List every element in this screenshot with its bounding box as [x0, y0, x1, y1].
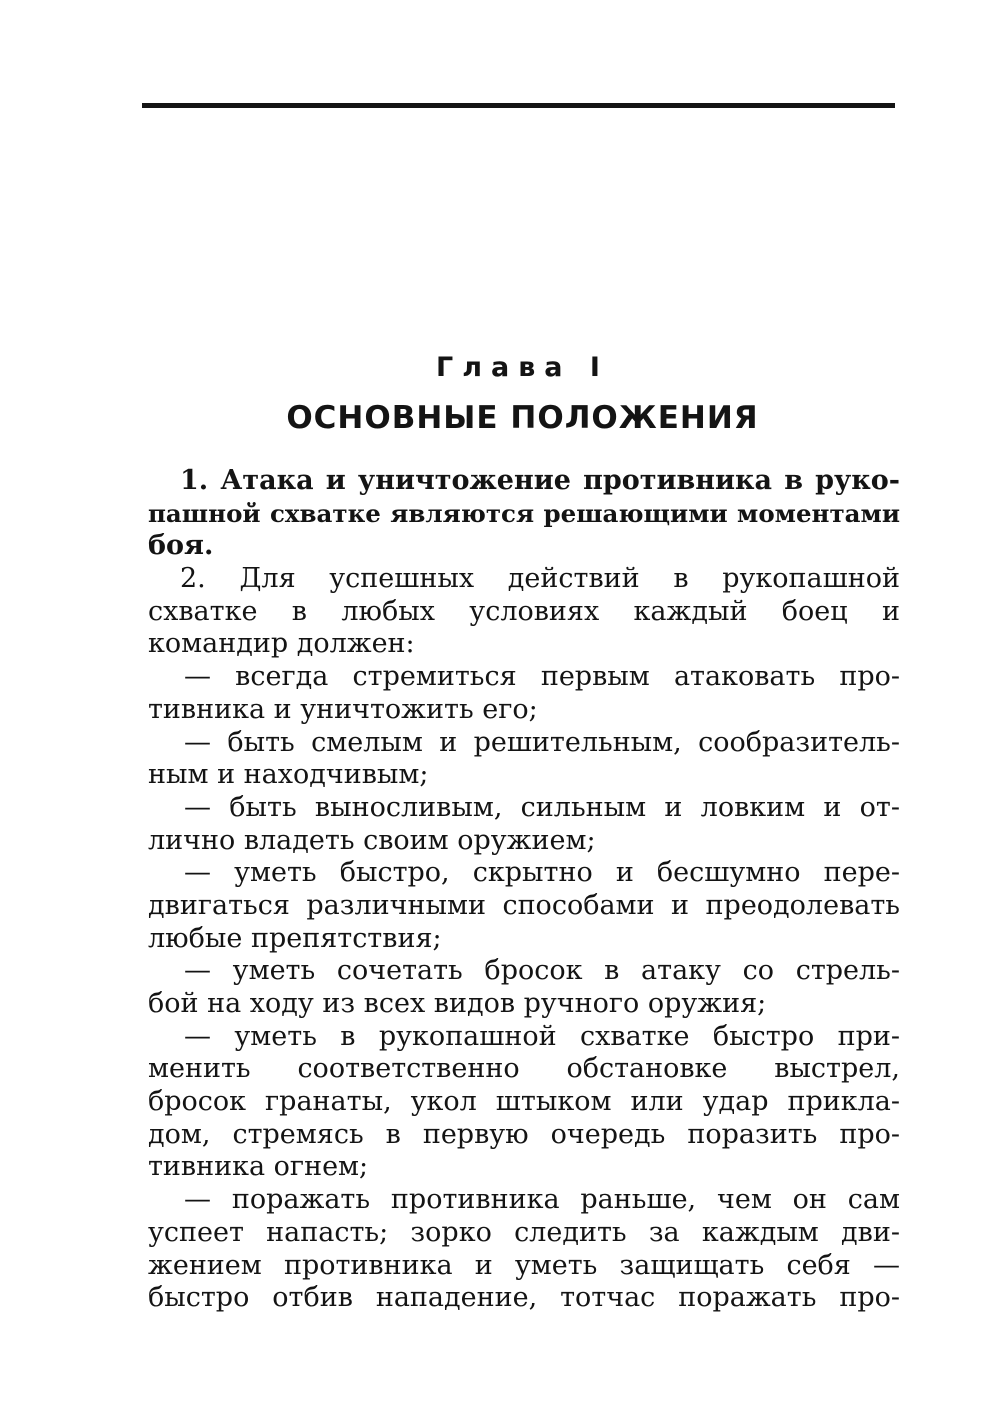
text-line: менить соответственно обстановке выстрел, — [148, 1053, 900, 1085]
text-line: схватке в любых условиях каждый боец и — [148, 595, 900, 627]
text-line: боя. — [148, 530, 214, 562]
text-line: двигаться различными способами и преодолевать — [148, 889, 900, 921]
text-line: 1. Атака и уничтожение противника в руко- — [180, 465, 900, 496]
text-line: — уметь сочетать бросок в атаку со стрель- — [184, 955, 900, 987]
text-line: лично владеть своим оружием; — [148, 824, 596, 856]
text-line: 2. Для успешных действий в рукопашной — [180, 563, 900, 595]
text-line: — быть выносливым, сильным и ловким и от- — [184, 791, 900, 823]
text-line: быстро отбив нападение, тотчас поражать про- — [148, 1282, 900, 1314]
text-line: тивника огнем; — [148, 1151, 369, 1183]
text-line: любые препятствия; — [148, 922, 442, 954]
top-rule — [142, 103, 895, 108]
text-line: — уметь в рукопашной схватке быстро при- — [184, 1020, 900, 1052]
text-line: ным и находчивым; — [148, 759, 429, 791]
text-line: — поражать противника раньше, чем он сам — [184, 1184, 900, 1216]
body-text — [148, 465, 900, 1315]
text-line: тивника и уничтожить его; — [148, 693, 538, 725]
text-line: жением противника и уметь защищать себя — — [148, 1249, 900, 1281]
text-line: дом, стремясь в первую очередь поразить про- — [148, 1118, 900, 1150]
text-line: успеет напасть; зорко следить за каждым дви- — [148, 1216, 900, 1248]
text-line: бой на ходу из всех видов ручного оружия; — [148, 988, 767, 1019]
text-line: — уметь быстро, скрытно и бесшумно пере- — [184, 857, 900, 889]
chapter-label: Глава I — [436, 352, 609, 383]
text-line: пашной схватке являются решающими моментами — [148, 498, 900, 528]
text-line: — всегда стремиться первым атаковать про- — [184, 661, 900, 693]
chapter-title: ОСНОВНЫЕ ПОЛОЖЕНИЯ — [286, 400, 759, 436]
text-line: — быть смелым и решительным, сообразитель- — [184, 726, 900, 758]
text-line: бросок гранаты, укол штыком или удар прикла- — [148, 1086, 900, 1118]
text-line: командир должен: — [148, 628, 415, 660]
